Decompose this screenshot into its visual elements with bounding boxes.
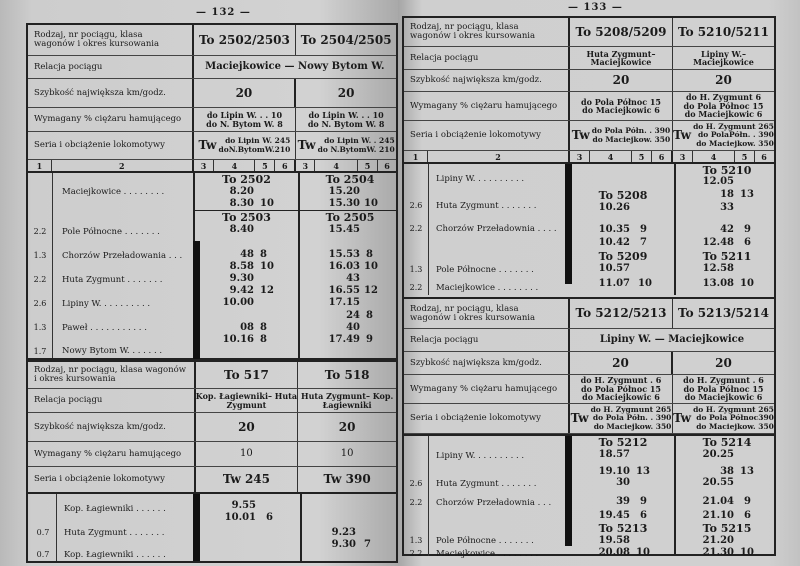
brake-line: do Lipin W. . . 10 (308, 110, 384, 121)
page-133 (398, 0, 800, 566)
label-speed: Szybkość największa km/godz. (404, 352, 570, 374)
time: 9.42 (229, 285, 254, 296)
station: Chorzów Przeładowania . . . (62, 251, 183, 261)
brake-line: do Pola Północ 15 (580, 383, 661, 394)
label-train: Rodzaj, nr pociągu, klasa wagonów i okres kursowania (404, 299, 570, 328)
stop-minutes: 6 (744, 237, 751, 248)
locomotive: Tw 245 (196, 467, 299, 492)
stop-minutes: 10 (260, 261, 274, 272)
time: 15.20 (328, 186, 360, 197)
stop-minutes: 9 (744, 224, 751, 235)
time: 8.58 (229, 261, 254, 272)
km: 2.2 (409, 283, 423, 292)
speed: 20 (196, 413, 299, 441)
sub-train: To 2503 (222, 211, 271, 224)
station: Pole Północne . . . . . . . (436, 265, 534, 275)
station: Maciejkowice . . . . . . . . (436, 549, 539, 559)
time: 10.57 (598, 263, 630, 274)
loco-line: do PolaPółn. . 390 (698, 130, 774, 140)
stop-minutes: 9 (640, 496, 647, 507)
col-num: 3 (194, 160, 215, 171)
label-brake: Wymagany % ciężaru hamującego (28, 442, 196, 466)
km: 2.2 (409, 498, 423, 507)
time: 18.57 (598, 449, 630, 460)
km: 1.3 (33, 251, 47, 260)
column-numbers (404, 151, 774, 164)
time: 20.55 (702, 477, 734, 488)
locomotive (673, 404, 774, 433)
brake-line: do Maciejkowic 6 (582, 392, 660, 403)
time: 43 (346, 273, 360, 284)
km: 2.6 (409, 479, 423, 488)
label-speed: Szybkość największa km/godz. (404, 70, 570, 91)
stop-minutes: 6 (640, 510, 647, 521)
col-num: 1 (404, 151, 428, 162)
loco-series: Tw (570, 411, 589, 426)
stop-minutes: 9 (366, 334, 373, 345)
time: 42 (720, 224, 734, 235)
loco-line: do H. Zygmunt 265 (693, 121, 774, 131)
time: 12.48 (702, 237, 734, 248)
loco-line: do N.BytomW. 210 (317, 144, 395, 154)
brake-percent (296, 108, 396, 131)
col-num: 2 (52, 160, 194, 171)
brake-line: do H. Zygmunt 6 (685, 92, 762, 103)
time: 19.58 (598, 535, 630, 546)
schedule-body (28, 173, 396, 358)
col-num: 6 (761, 152, 767, 162)
train-number: To 5213/5214 (678, 306, 769, 321)
station: Maciejkowice . . . . . . . . (62, 187, 165, 197)
sub-train: To 5214 (702, 436, 752, 449)
speed: 20 (570, 352, 673, 374)
label-loco: Seria i obciążenie lokomotywy (28, 467, 196, 492)
sub-train: To 5208 (598, 189, 648, 202)
station: Huta Zygmunt . . . . . . . (436, 479, 537, 489)
stop-minutes: 7 (364, 539, 371, 550)
stop-minutes: 6 (744, 510, 751, 521)
km: 2.2 (33, 227, 47, 236)
col-num: 4 (214, 160, 255, 171)
station: Nowy Bytom W. . . . . . . (62, 346, 163, 356)
brake-line: do Pola Północ 15 (683, 100, 764, 111)
station: Lipiny W. . . . . . . . . . (62, 299, 151, 309)
stop-minutes: 13 (636, 466, 650, 477)
col-num: 5 (358, 160, 378, 171)
label-train: Rodzaj, nr pociągu, klasa wagonów i okres kursowania (404, 18, 570, 46)
label-speed: Szybkość największa km/godz. (28, 413, 196, 441)
brake-percent: 10 (340, 447, 354, 459)
loco-series: Tw (198, 138, 217, 153)
relation: Lipiny W.– Maciejkowice (693, 48, 754, 67)
brake-line: do Lipin W. . . 10 (206, 110, 283, 121)
time: 30 (616, 477, 630, 488)
brake-line: do Pola Północ 15 (683, 383, 764, 394)
time: 20.08 (598, 547, 630, 558)
label-relation: Relacja pociągu (404, 47, 570, 69)
sub-train: To 2502 (222, 173, 271, 186)
stop-minutes: 8 (260, 249, 267, 260)
station: Chorzów Przeładownia . . . . (436, 224, 557, 234)
time: 15.45 (328, 224, 360, 235)
km: 2.2 (409, 549, 423, 558)
brake-line: do N. Bytom W. 8 (307, 118, 385, 129)
time: 10.16 (222, 334, 254, 345)
time: 48 (240, 249, 254, 260)
train-number: To 518 (324, 367, 370, 382)
label-brake: Wymagany % ciężaru hamującego (28, 108, 194, 131)
stop-minutes: 9 (640, 224, 647, 235)
km: 2.6 (33, 299, 47, 308)
time: 12.58 (702, 263, 734, 274)
stop-minutes: 7 (640, 237, 647, 248)
time: 9.30 (229, 273, 254, 284)
stop-minutes: 8 (260, 334, 267, 345)
time: 24 (346, 310, 360, 321)
station: Pole Północne . . . . . . . (62, 227, 160, 237)
train-number: To 2502/2503 (194, 25, 297, 55)
station: Lipiny W. . . . . . . . . . (436, 451, 525, 461)
stop-minutes: 10 (740, 547, 754, 558)
stop-minutes: 10 (364, 198, 378, 209)
time: 20.25 (702, 449, 734, 460)
time: 21.30 (702, 547, 734, 558)
loco-line: do Maciejkow. 350 (593, 421, 672, 431)
loco-line: do Lipin W. 245 (225, 135, 291, 145)
timetable-517-518 (26, 360, 398, 563)
time: 39 (616, 496, 630, 507)
stop-minutes: 8 (260, 322, 267, 333)
loco-series: Tw (297, 138, 316, 153)
brake-percent (194, 108, 297, 131)
label-loco: Seria i obciążenie lokomotywy (404, 121, 570, 150)
loco-line: doN.BytomW.210 (218, 144, 291, 154)
time: 10.42 (598, 237, 630, 248)
km: 2.2 (33, 275, 47, 284)
speed: 20 (194, 79, 297, 107)
time: 21.04 (702, 496, 734, 507)
time: 16.55 (328, 285, 360, 296)
time: 16.03 (328, 261, 360, 272)
train-number: To 5210/5211 (678, 24, 769, 39)
station: Paweł . . . . . . . . . . . (62, 323, 147, 333)
time: 08 (240, 322, 254, 333)
col-num: 3 (296, 160, 315, 171)
time: 21.10 (702, 510, 734, 521)
time: 33 (720, 202, 734, 213)
brake-line: do Maciejkowic 6 (582, 105, 660, 115)
time: 15.53 (328, 249, 360, 260)
time: 12.05 (702, 176, 734, 187)
km: 1.7 (33, 347, 47, 356)
brake-percent (570, 375, 673, 403)
stop-minutes: 10 (636, 547, 650, 558)
page-number: — 132 — (196, 7, 251, 18)
time: 19.10 (598, 466, 630, 477)
station: Kop. Łagiewniki . . . . . . (64, 504, 166, 514)
locomotive (296, 132, 396, 159)
time: 9.30 (331, 539, 356, 550)
km: 2.2 (409, 224, 423, 233)
time: 38 (720, 466, 734, 477)
stop-minutes: 9 (744, 496, 751, 507)
loco-line: do Maciejkow. 350 (696, 421, 774, 431)
stop-minutes: 8 (366, 310, 373, 321)
sub-train: To 5209 (598, 250, 648, 263)
time: 18 (720, 189, 734, 200)
time: 10.35 (598, 224, 630, 235)
time: 11.07 (598, 278, 630, 289)
column-numbers (28, 160, 396, 173)
train-number: To 517 (196, 362, 299, 388)
sub-train: To 5215 (702, 522, 752, 535)
brake-line: do H. Zygmunt . 6 (580, 375, 662, 386)
brake-line: do Maciejkowic 6 (684, 109, 763, 120)
time: 17.49 (328, 334, 360, 345)
loco-line: do Lipin W. . 245 (324, 135, 395, 145)
station: Kop. Łagiewniki . . . . . . (64, 550, 166, 560)
col-num: 6 (275, 160, 296, 171)
label-relation: Relacja pociągu (28, 389, 196, 412)
loco-line: do Maciejkow. 350 (696, 138, 774, 148)
brake-percent (673, 92, 774, 120)
time: 21.20 (702, 535, 734, 546)
col-num: 5 (255, 160, 275, 171)
stop-minutes: 10 (740, 278, 754, 289)
schedule-body (404, 434, 774, 559)
locomotive (570, 121, 673, 150)
locomotive (570, 404, 673, 433)
label-loco: Seria i obciążenie lokomotywy (404, 404, 570, 433)
brake-percent (673, 375, 774, 403)
col-num: 3 (570, 151, 590, 162)
relation: Lipiny W. — Maciejkowice (599, 333, 745, 345)
station: Maciejkowice . . . . . . . . (436, 283, 539, 293)
sub-train: To 5210 (702, 164, 752, 177)
station: Pole Północne . . . . . . . (436, 536, 534, 546)
stop-minutes: 12 (364, 285, 378, 296)
col-num: 5 (632, 151, 652, 162)
time: 17.15 (328, 297, 360, 308)
label-loco: Seria i obciążenie lokomotywy (28, 132, 194, 159)
sub-train: To 5212 (598, 436, 648, 449)
page-132 (0, 0, 398, 566)
time: 9.23 (331, 527, 356, 538)
relation: Huta Zygmunt– Kop. Łagiewniki (301, 391, 394, 410)
stop-minutes: 13 (740, 189, 754, 200)
stop-minutes: 13 (740, 466, 754, 477)
time: 10.26 (598, 202, 630, 213)
col-num: 3 (673, 151, 693, 162)
time: 8.40 (229, 224, 254, 235)
time: 15.30 (328, 198, 360, 209)
station: Huta Zygmunt . . . . . . . (64, 528, 165, 538)
locomotive (673, 121, 774, 150)
stop-minutes: 12 (260, 285, 274, 296)
time: 9.55 (231, 500, 256, 511)
col-num: 5 (735, 151, 755, 162)
station: Lipiny W. . . . . . . . . . (436, 174, 525, 184)
brake-percent: 10 (196, 442, 299, 466)
loco-line: do Maciejkow. 350 (592, 134, 671, 144)
locomotive: Tw 390 (323, 472, 371, 487)
loco-line: do Pola Półn. . 390 (591, 125, 671, 135)
page-number: — 133 — (568, 2, 623, 13)
time: 10.00 (222, 297, 254, 308)
schedule-body (28, 494, 396, 561)
speed: 20 (715, 73, 732, 88)
loco-line: do Pola Półn. . 390 (592, 413, 672, 423)
km: 1.3 (33, 323, 47, 332)
loco-line: do H. Zygmunt 265 (590, 404, 672, 414)
time: 10.01 (224, 512, 256, 523)
brake-line: do N. Bytom W. 8 (206, 118, 283, 129)
label-speed: Szybkość największa km/godz. (28, 79, 194, 107)
speed: 20 (338, 419, 356, 434)
locomotive (194, 132, 297, 159)
sub-train: To 2504 (325, 173, 375, 186)
km: 1.3 (409, 265, 423, 274)
sub-train: To 2505 (325, 211, 375, 224)
speed: 20 (337, 85, 355, 100)
stop-minutes: 6 (266, 512, 273, 523)
time: 19.45 (598, 510, 630, 521)
train-number: To 2504/2505 (300, 32, 392, 47)
schedule-body (404, 164, 774, 295)
relation: Maciejkowice — Nowy Bytom W. (205, 60, 385, 72)
col-num: 2 (428, 151, 570, 162)
brake-line: do H. Zygmunt . 6 (683, 375, 764, 386)
loco-series: Tw (673, 411, 692, 426)
loco-line: do H. Zygmunt 265 (693, 404, 774, 414)
stop-minutes: 10 (260, 198, 274, 209)
col-num: 1 (28, 160, 52, 171)
time: 8.30 (229, 198, 254, 209)
relation: Huta Zygmunt– Maciejkowice (570, 47, 673, 69)
stop-minutes: 10 (364, 261, 378, 272)
train-number: To 5212/5213 (570, 299, 673, 328)
station: Huta Zygmunt . . . . . . . (436, 201, 537, 211)
col-num: 4 (315, 160, 358, 171)
speed: 20 (715, 355, 732, 370)
loco-series: Tw (673, 128, 692, 143)
station: Chorzów Przeładownia . . . (436, 498, 552, 508)
label-brake: Wymagany % ciężaru hamującego (404, 92, 570, 120)
col-num: 6 (384, 161, 390, 171)
train-number: To 5208/5209 (570, 18, 673, 46)
sub-train: To 5211 (702, 250, 752, 263)
brake-percent (570, 92, 673, 120)
stop-minutes: 10 (638, 278, 652, 289)
loco-line: do Pola Północ390 (696, 413, 774, 423)
loco-series: Tw (571, 128, 590, 143)
station: Huta Zygmunt . . . . . . . (62, 275, 163, 285)
col-num: 6 (652, 151, 673, 162)
col-num: 4 (693, 151, 735, 162)
time: 13.08 (702, 278, 734, 289)
speed: 20 (570, 70, 673, 91)
label-brake: Wymagany % ciężaru hamującego (404, 375, 570, 403)
stop-minutes: 8 (366, 249, 373, 260)
brake-line: do Pola Północ 15 (580, 96, 661, 107)
time: 8.20 (229, 186, 254, 197)
km: 0.7 (36, 550, 50, 559)
label-train: Rodzaj, nr pociągu, klasa wagonów i okres kursowania (28, 362, 196, 388)
label-relation: Relacja pociągu (404, 329, 570, 351)
timetable-5208-5211 (402, 16, 776, 299)
km: 0.7 (36, 528, 50, 537)
km: 1.3 (409, 536, 423, 545)
timetable-2502-2505 (26, 23, 398, 360)
timetable-5212-5215 (402, 297, 776, 559)
km: 2.6 (409, 201, 423, 210)
brake-line: do Maciejkowic 6 (684, 392, 763, 403)
col-num: 4 (590, 151, 632, 162)
sub-train: To 5213 (598, 522, 648, 535)
relation: Kop. Łagiewniki– Huta Zygmunt (196, 389, 299, 412)
label-train: Rodzaj, nr pociągu, klasa wagonów i okres kursowania (28, 25, 194, 55)
label-relation: Relacja pociągu (28, 56, 194, 78)
time: 40 (346, 322, 360, 333)
